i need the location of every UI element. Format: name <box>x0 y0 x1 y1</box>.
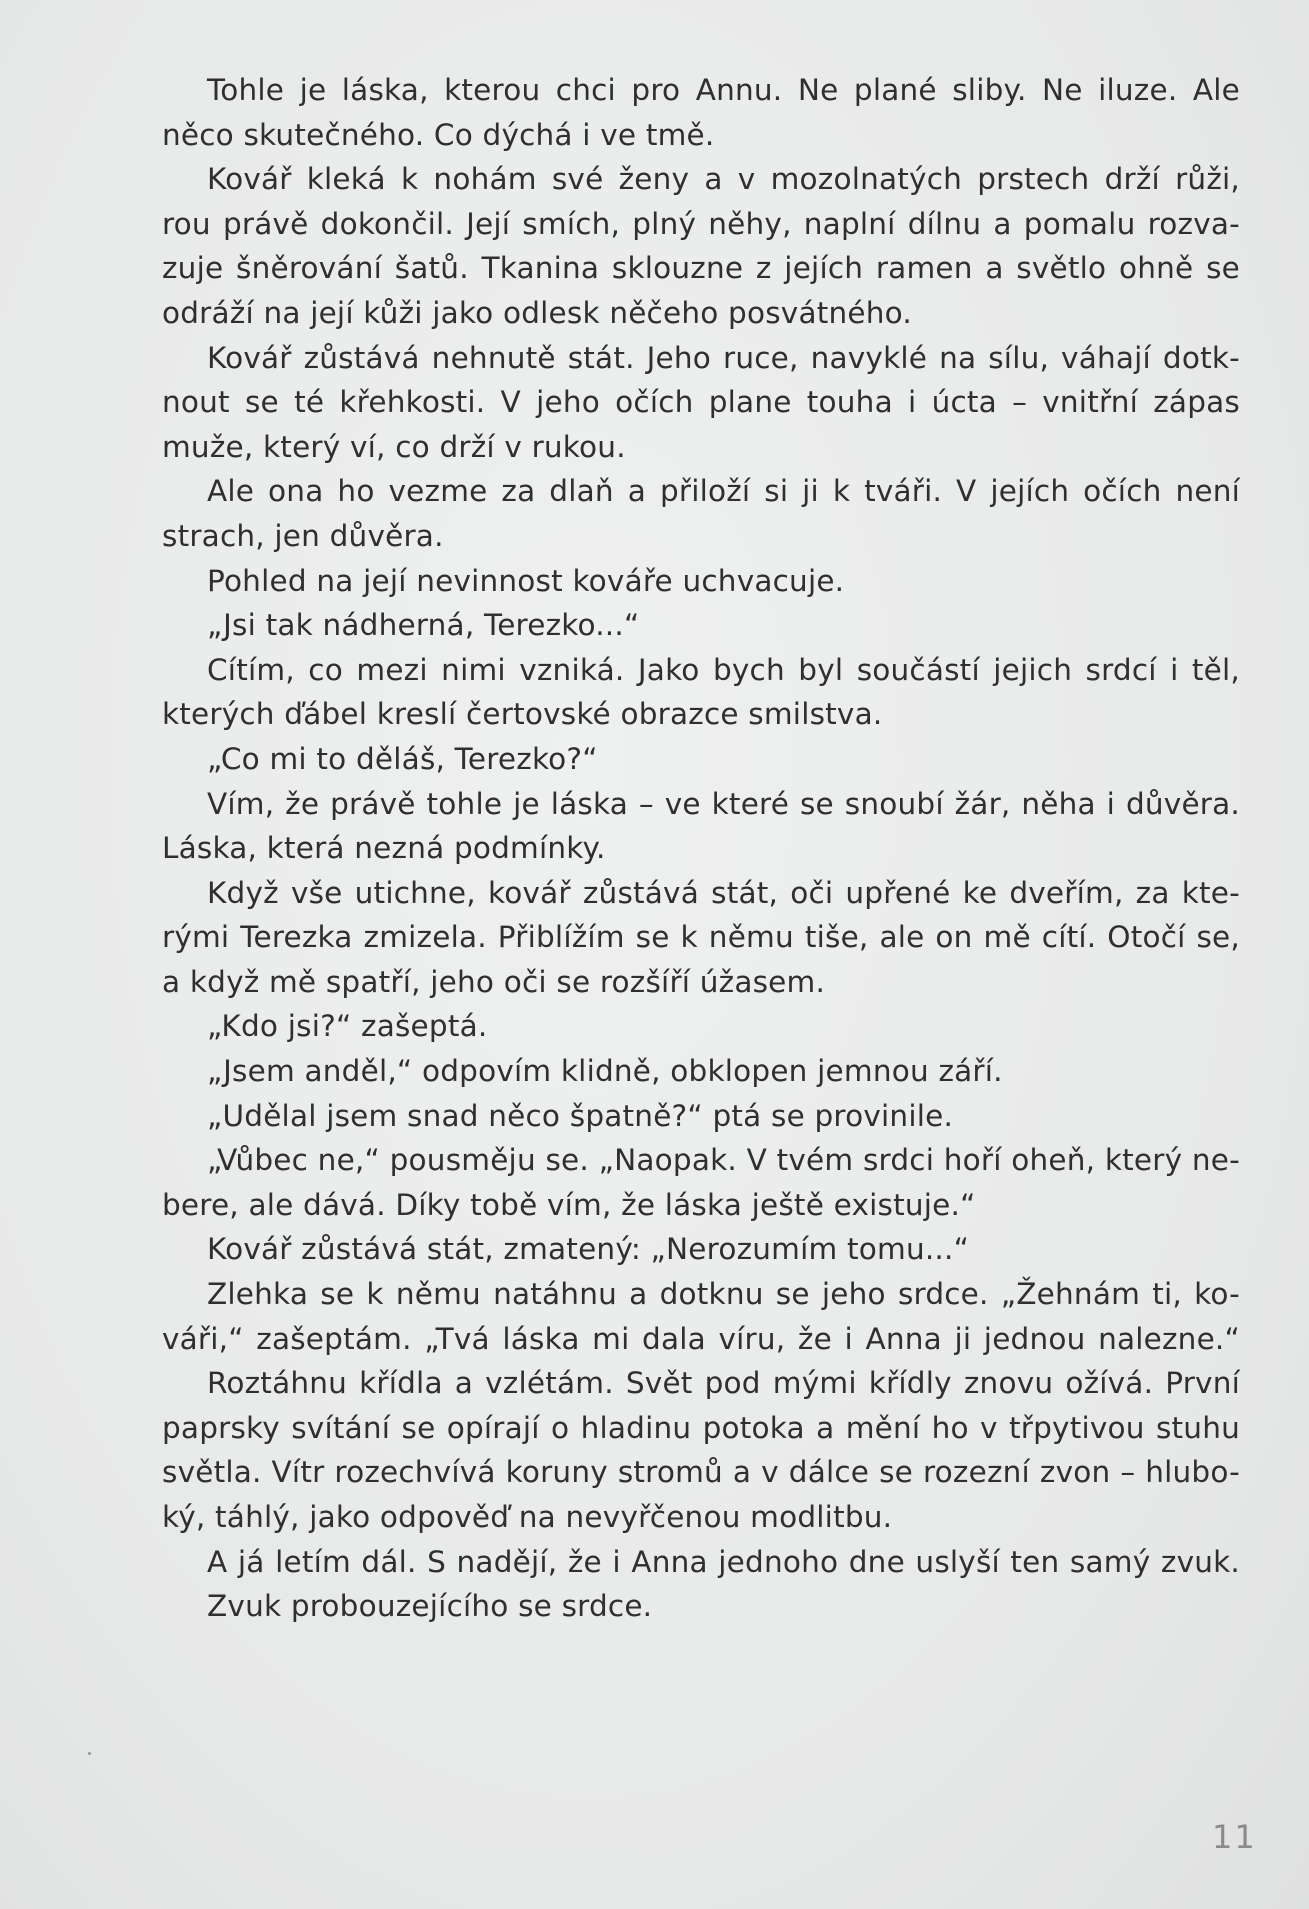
text-line: „Vůbec ne,“ pousměju se. „Naopak. V tvém srdci hoří oheň, který ne- <box>207 1143 1240 1178</box>
text-line: kterých ďábel kreslí čertovské obrazce smilstva. <box>162 697 883 732</box>
text-line: něco skutečného. Co dýchá i ve tmě. <box>162 117 715 152</box>
text-line: strach, jen důvěra. <box>162 518 444 553</box>
text-line: světla. Vítr rozechvívá koruny stromů a v dálce se rozezní zvon – hlubo- <box>162 1455 1240 1490</box>
text-line: nout se té křehkosti. V jeho očích plane touha i úcta – vnitřní zápas <box>162 385 1240 420</box>
text-line: Kovář kleká k nohám své ženy a v mozolnatých prstech drží růži, <box>207 162 1240 197</box>
text-line: zuje šněrování šatů. Tkanina sklouzne z jejích ramen a světlo ohně se <box>162 251 1240 286</box>
text-line: Zlehka se k němu natáhnu a dotknu se jeho srdce. „Žehnám ti, ko- <box>207 1277 1240 1312</box>
text-line: A já letím dál. S nadějí, že i Anna jednoho dne uslyší ten samý zvuk. <box>207 1544 1240 1579</box>
text-line: Kovář zůstává nehnutě stát. Jeho ruce, navyklé na sílu, váhají dotk- <box>207 340 1240 375</box>
text-line: Zvuk probouzejícího se srdce. <box>207 1589 653 1624</box>
text-line: muže, který ví, co drží v rukou. <box>162 429 626 464</box>
text-line: Pohled na její nevinnost kováře uchvacuje. <box>207 563 845 598</box>
text-line: Láska, která nezná podmínky. <box>162 831 606 866</box>
text-line: rými Terezka zmizela. Přiblížím se k němu tiše, ale on mě cítí. Otočí se, <box>162 920 1240 955</box>
text-line: Když vše utichne, kovář zůstává stát, oči upřené ke dveřím, za kte- <box>207 875 1240 910</box>
text-line: „Udělal jsem snad něco špatně?“ ptá se provinile. <box>207 1098 954 1133</box>
paper-speck <box>88 1752 91 1755</box>
text-line: bere, ale dává. Díky tobě vím, že láska ještě existuje.“ <box>162 1187 976 1222</box>
text-line: rou právě dokončil. Její smích, plný něhy, naplní dílnu a pomalu rozva- <box>162 206 1240 241</box>
text-line: Cítím, co mezi nimi vzniká. Jako bych byl součástí jejich srdcí i těl, <box>207 652 1240 687</box>
text-line: „Jsem anděl,“ odpovím klidně, obklopen jemnou září. <box>207 1054 1003 1089</box>
text-line: odráží na její kůži jako odlesk něčeho posvátného. <box>162 295 912 330</box>
text-line: Kovář zůstává stát, zmatený: „Nerozumím tomu...“ <box>207 1232 970 1267</box>
text-line: Ale ona ho vezme za dlaň a přiloží si ji k tváři. V jejích očích není <box>207 474 1240 509</box>
text-line: a když mě spatří, jeho oči se rozšíří úžasem. <box>162 964 826 999</box>
text-line: „Co mi to děláš, Terezko?“ <box>207 741 598 776</box>
text-line: Roztáhnu křídla a vzlétám. Svět pod mými křídly znovu ožívá. První <box>207 1366 1240 1401</box>
text-line: „Kdo jsi?“ zašeptá. <box>207 1009 488 1044</box>
text-line: paprsky svítání se opírají o hladinu potoka a mění ho v třpytivou stuhu <box>162 1410 1240 1445</box>
text-line: „Jsi tak nádherná, Terezko...“ <box>207 608 640 643</box>
text-line: váři,“ zašeptám. „Tvá láska mi dala víru, že i Anna ji jednou nalezne.“ <box>162 1321 1240 1356</box>
body-text <box>162 68 1240 1629</box>
text-line: ký, táhlý, jako odpověď na nevyřčenou modlitbu. <box>162 1500 893 1534</box>
text-line: Tohle je láska, kterou chci pro Annu. Ne plané sliby. Ne iluze. Ale <box>207 73 1240 107</box>
text-line: Vím, že právě tohle je láska – ve které se snoubí žár, něha i důvěra. <box>207 786 1240 821</box>
page-number: 11 <box>1212 1818 1257 1856</box>
